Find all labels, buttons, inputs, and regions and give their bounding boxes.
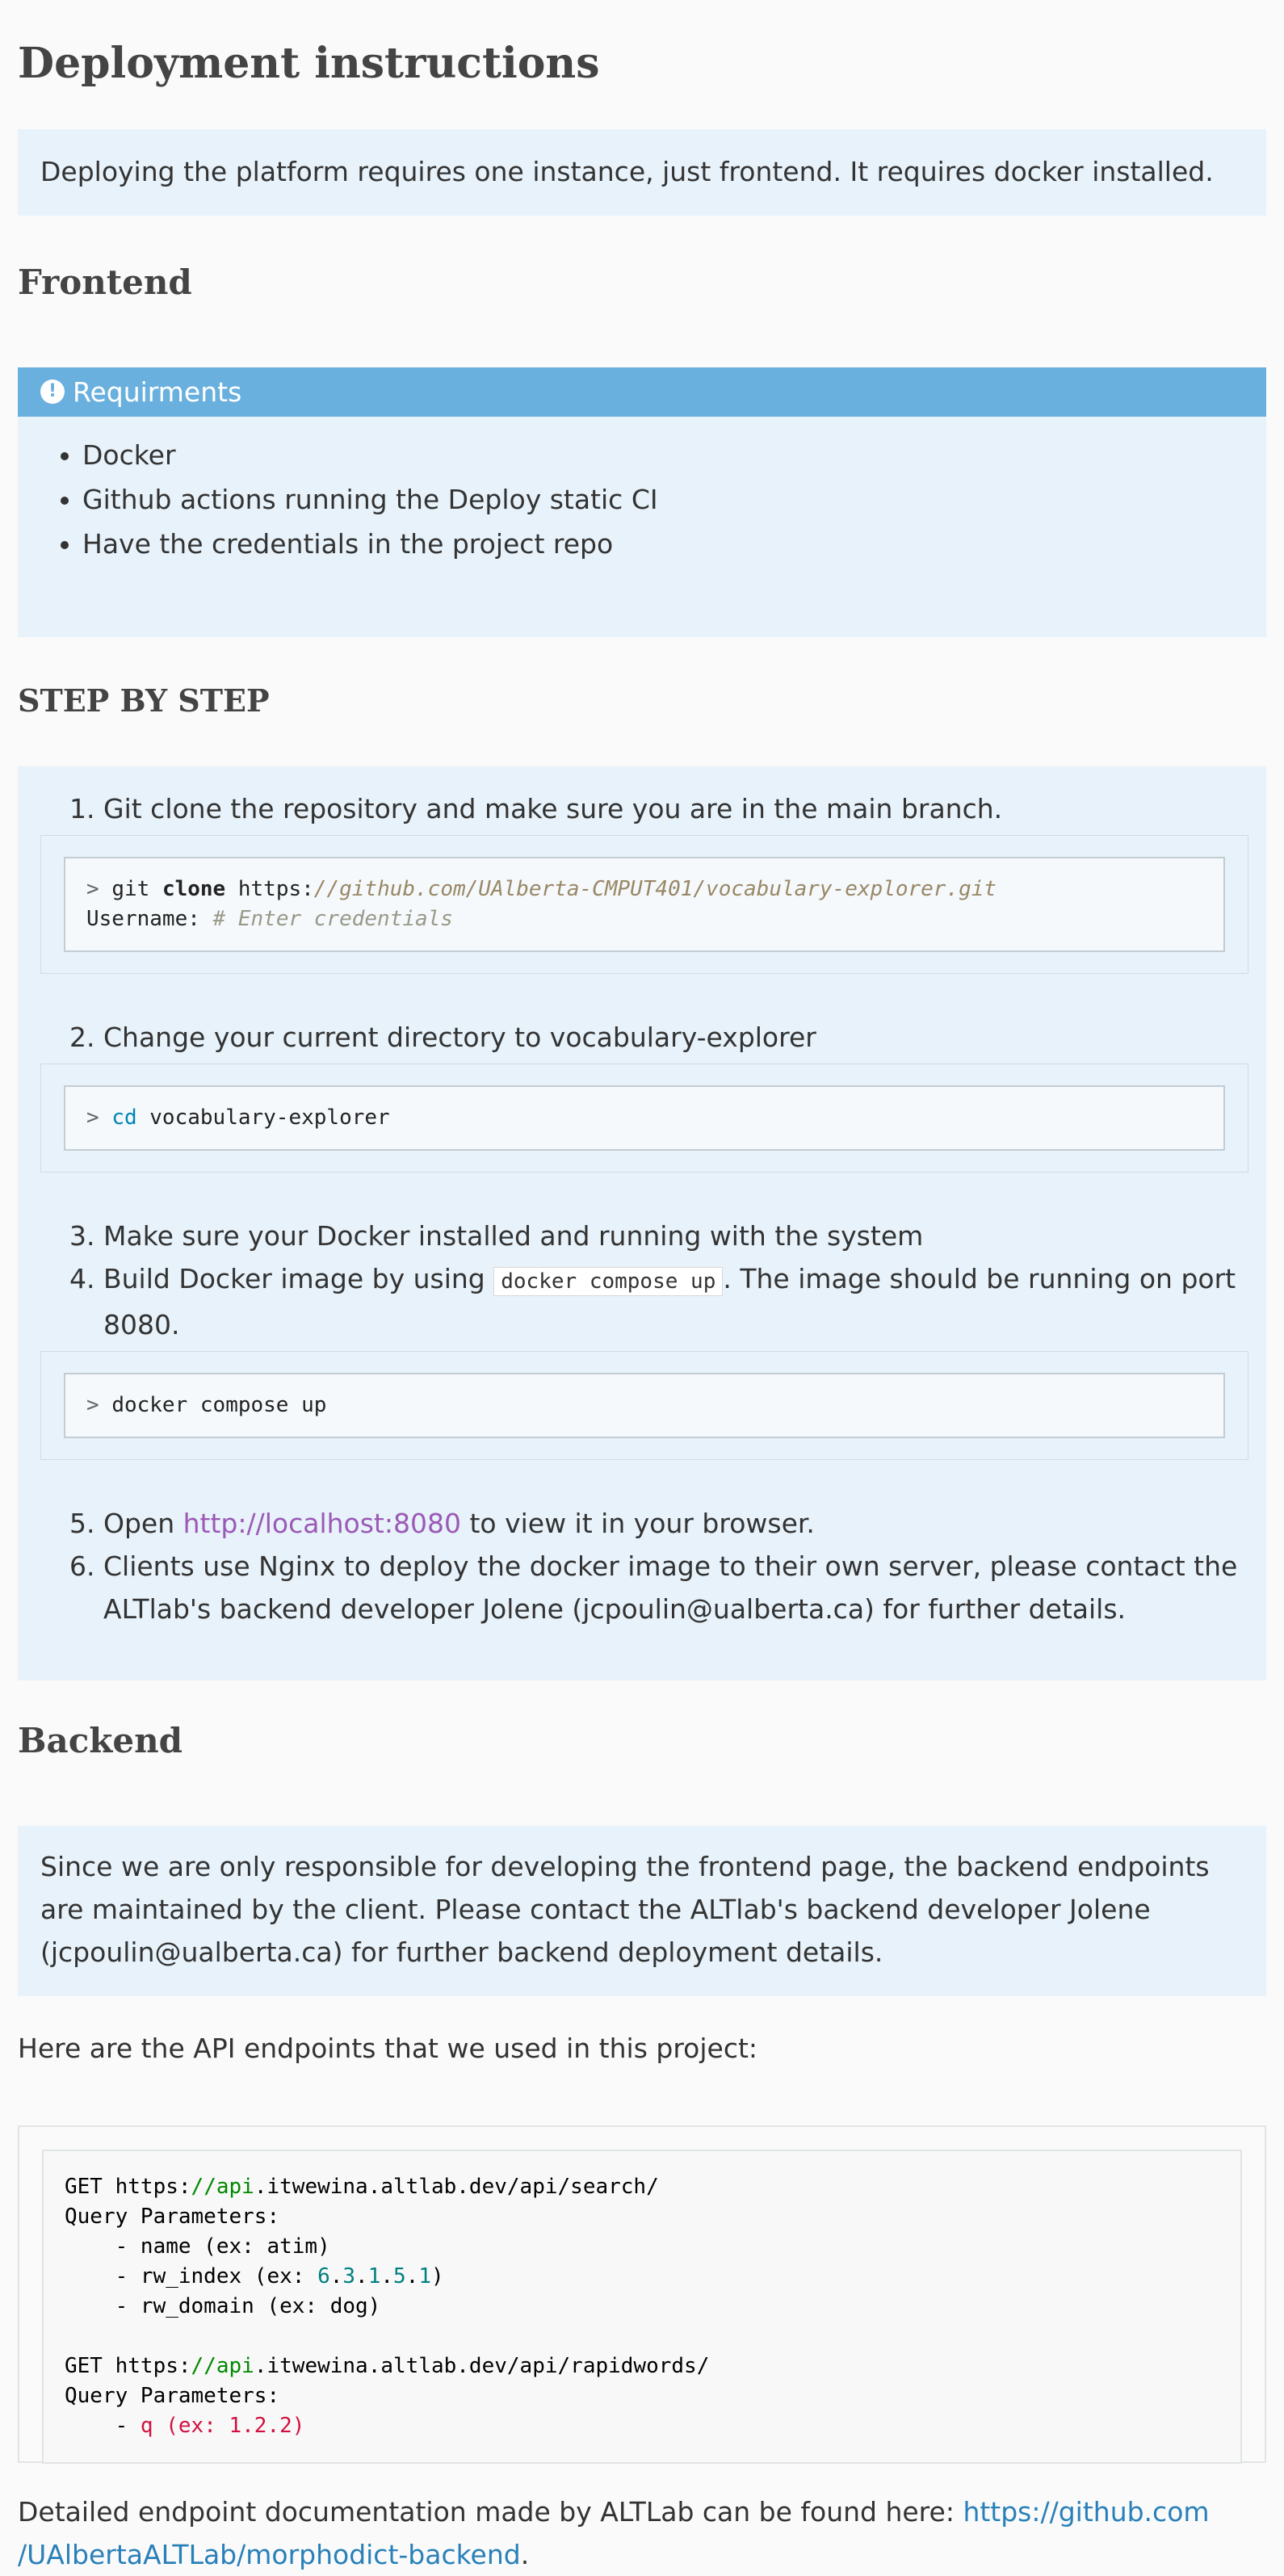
code-token: git [111,877,162,901]
code-number: 1 [418,2264,431,2289]
step-2-code [64,1085,1225,1151]
code-token: https: [115,2354,191,2378]
step-2 [86,1016,1244,1173]
code-token: https: [237,877,314,901]
doc-link-part-1: https://github.com [963,2496,1210,2528]
code-token: vocabulary-explorer [136,1105,390,1130]
code-token: GET [65,2354,115,2378]
api-code-frame [18,2125,1266,2463]
code-number: 3 [342,2264,356,2289]
code-token: Query Parameters: [65,2384,280,2408]
code-prompt: > [86,877,112,901]
code-url: //github.com/UAlberta-CMPUT401/vocabulary-explorer.git [313,877,997,901]
step-5-text-before: Open [103,1508,183,1539]
backend-note-text: Since we are only responsible for developing the frontend page, the backend endpoints are maintained by the client. Please contact the ALTlab's backend developer Jolene (jcpoulin@ualberta.ca) for further backend deployment details. [40,1851,1210,1968]
api-intro [18,1996,1266,2125]
code-prompt: > [86,1393,112,1417]
step-4-text-after: . The image should be running on port 8080. [103,1263,1236,1340]
code-token: Query Parameters: [65,2205,280,2229]
inline-code: docker compose up [493,1267,723,1296]
step-2-code-frame [40,1064,1248,1173]
page-title: Deployment instructions [18,39,600,88]
requirements-list [40,433,1244,566]
code-token: GET [65,2175,115,2199]
step-4-code-frame [40,1351,1248,1460]
step-1-code-frame [40,835,1248,974]
intro-text: Deploying the platform requires one instance, just frontend. It requires docker installed. [40,156,1214,187]
step-4-text-before: Build Docker image by using [103,1263,494,1294]
step-4-code [64,1373,1225,1438]
step-2-text: Change your current directory to vocabulary-explorer [103,1022,816,1053]
doc-link-part-2: /UAlbertaALTLab/morphodict-backend [18,2539,521,2570]
api-intro-text: Here are the API endpoints that we used in this project: [18,2033,758,2064]
list-item: • Github actions running the Deploy static CI [82,477,1244,522]
exclamation-circle-icon: ! [40,380,65,404]
code-token: cd [111,1105,137,1130]
code-token: .itwewina.altlab.dev/api/rapidwords/ [254,2354,710,2378]
steps-list [40,787,1244,1630]
requirements-title-bar [18,367,1266,417]
backend-heading: Backend [18,1721,183,1760]
code-token: api [216,2175,254,2199]
list-item: • Docker [82,433,1244,477]
localhost-link[interactable]: http://localhost:8080 [183,1508,461,1539]
step-3-text: Make sure your Docker installed and running with the system [103,1220,924,1252]
code-number: 6 [317,2264,330,2289]
step-6 [103,1545,1244,1630]
code-token: q (ex: 1.2.2) [140,2414,305,2438]
code-token: . [329,2264,343,2289]
api-code [42,2150,1242,2464]
requirements-title: Requirments [73,376,242,408]
requirements-admonition [18,367,1266,637]
code-token: ) [430,2264,444,2289]
code-token: // [191,2354,216,2378]
code-token: docker compose up [111,1393,327,1417]
code-token: api [216,2354,254,2378]
step-3 [103,1215,1244,1257]
code-token: . [355,2264,368,2289]
doc-text: Detailed endpoint documentation made by ALTLab can be found here: [18,2496,963,2528]
code-prompt: > [86,1105,112,1130]
code-comment: # Enter credentials [212,907,453,931]
code-token: - [65,2414,141,2438]
doc-paragraph [18,2463,1266,2576]
code-token: . [380,2264,394,2289]
frontend-heading: Frontend [18,262,192,302]
steps-panel [18,766,1266,1680]
code-token: // [191,2175,216,2199]
step-6-text: Clients use Nginx to deploy the docker image to their own server, please contact the ALTlab's backend developer Jolene (jcpoulin@ualberta.ca) for further details. [103,1550,1238,1625]
step-5-text-after: to view it in your browser. [460,1508,815,1539]
code-token: https: [115,2175,191,2199]
step-1-text: Git clone the repository and make sure you are in the main branch. [103,793,1003,824]
step-5 [103,1502,1244,1545]
code-token [225,877,238,901]
code-token: .itwewina.altlab.dev/api/search/ [254,2175,659,2199]
step-by-step-heading: STEP BY STEP [18,682,270,719]
step-4 [86,1257,1244,1460]
code-token: - name (ex: atim) [65,2234,330,2259]
intro-note [18,129,1266,216]
code-token: Username: [86,907,213,931]
step-1 [86,787,1244,974]
code-token: - rw_index (ex: [65,2264,318,2289]
step-1-code [64,857,1225,952]
requirements-body [18,417,1266,637]
code-token: clone [162,877,226,901]
code-token: . [405,2264,419,2289]
code-token: - rw_domain (ex: dog) [65,2294,381,2318]
code-number: 5 [393,2264,406,2289]
backend-note [18,1826,1266,1996]
list-item: • Have the credentials in the project repo [82,522,1244,566]
doc-text-end: . [520,2539,530,2570]
code-number: 1 [367,2264,381,2289]
